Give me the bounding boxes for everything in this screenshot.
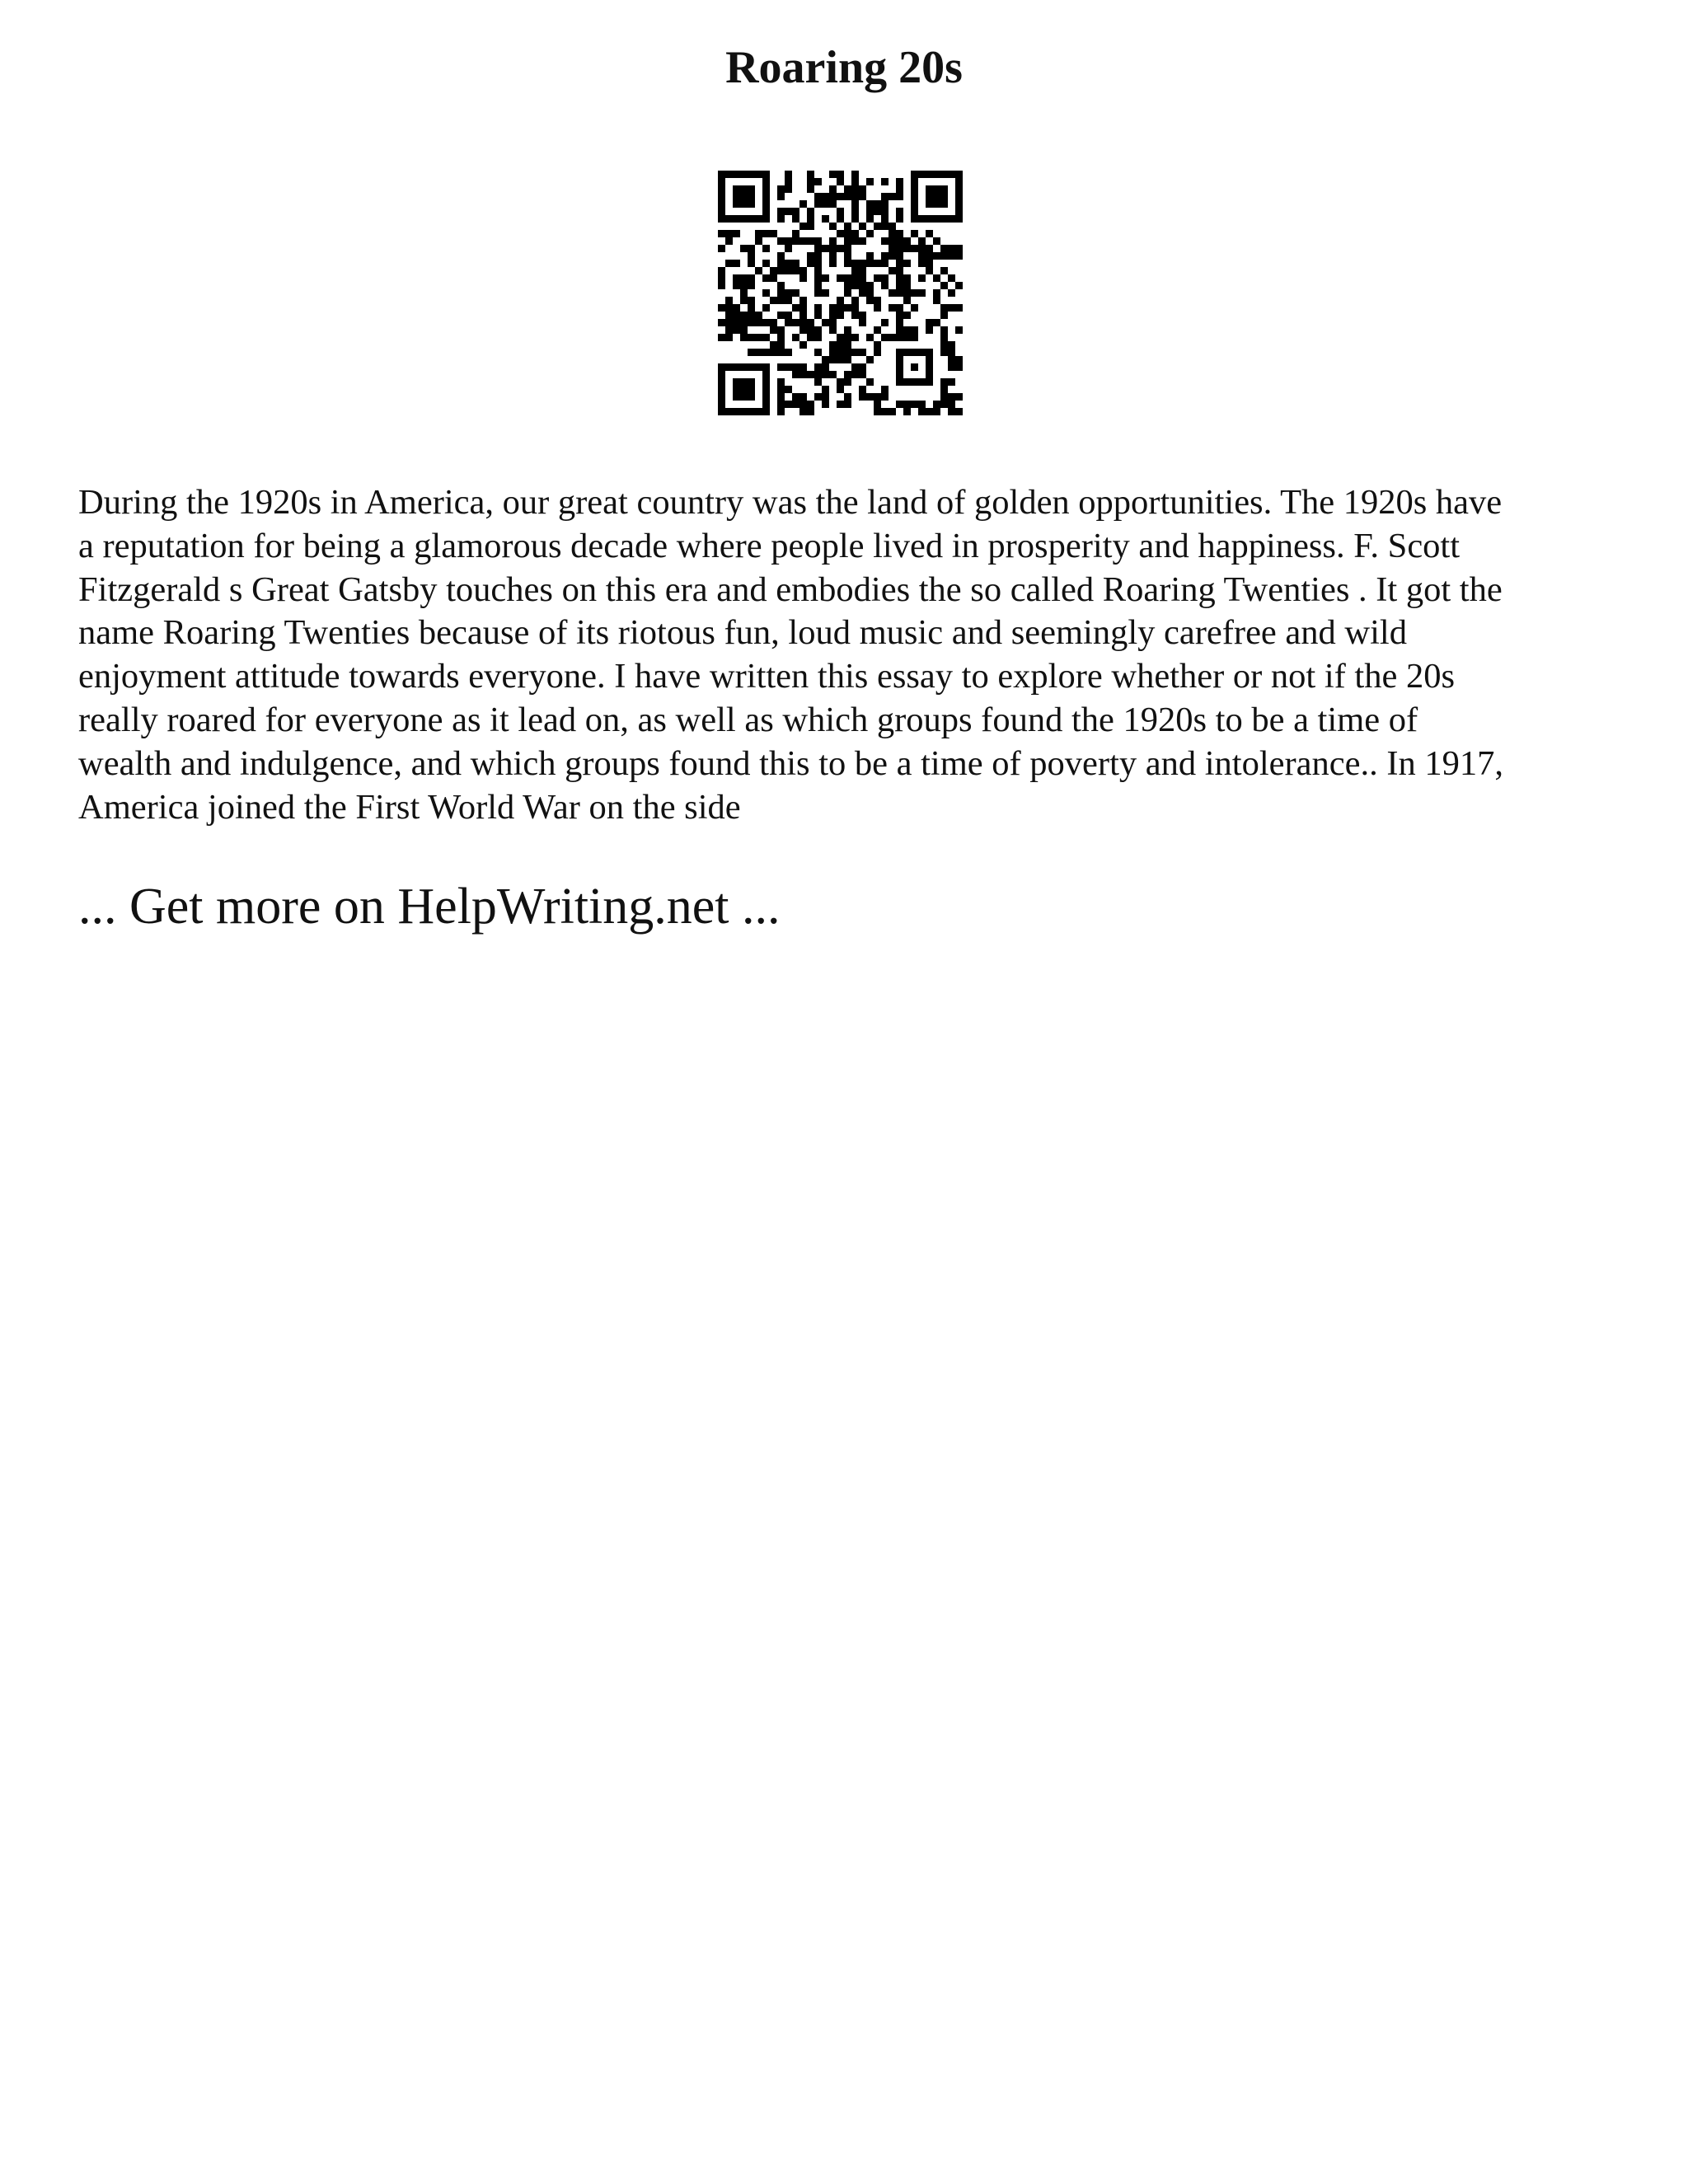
essay-line-2: a reputation for being a glamorous decade where people lived in prosperity and happiness. F. Scott <box>78 526 1461 565</box>
essay-line-5: enjoyment attitude towards everyone. I have written this essay to explore whether or not if the 20s <box>78 657 1456 696</box>
get-more-link[interactable]: ... Get more on HelpWriting.net ... <box>78 879 781 935</box>
qr-code-icon[interactable] <box>718 171 963 415</box>
essay-line-4: name Roaring Twenties because of its riotous fun, loud music and seemingly carefree and wild <box>78 613 1407 653</box>
essay-line-3: Fitzgerald s Great Gatsby touches on this era and embodies the so called Roaring Twenties . It got the <box>78 569 1503 609</box>
page-title: Roaring 20s <box>725 42 963 93</box>
essay-line-7: wealth and indulgence, and which groups found this to be a time of poverty and intolerance.. In 1917, <box>78 743 1504 783</box>
essay-excerpt <box>78 481 1616 829</box>
essay-line-1: During the 1920s in America, our great country was the land of golden opportunities. The 1920s have <box>78 483 1503 522</box>
essay-line-8: America joined the First World War on the side <box>78 787 741 827</box>
essay-line-6: really roared for everyone as it lead on, as well as which groups found the 1920s to be a time of <box>78 700 1418 739</box>
